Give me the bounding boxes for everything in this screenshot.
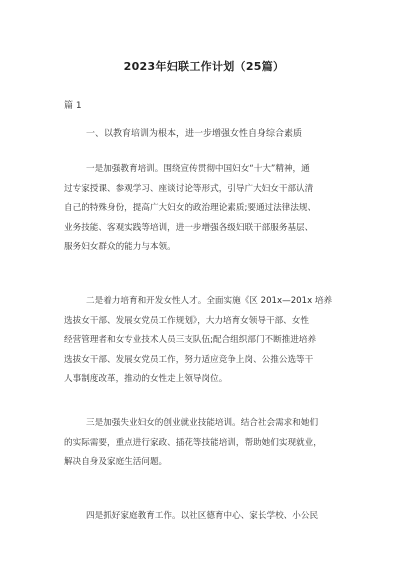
- paragraph-line: 服务妇女群众的能力与本领。: [64, 242, 176, 252]
- paragraph-4: [64, 507, 346, 527]
- section-heading: 一、以教育培训为根本，进一步增强女性自身综合素质: [86, 129, 303, 139]
- paragraph-line: 业务技能、客观实践等培训，进一步增强各级妇联干部服务基层、: [64, 222, 314, 233]
- paragraph-line: 一是加强教育培训。围绕宣传贯彻中国妇女“十大”精神，通: [86, 164, 310, 174]
- paragraph-1: [64, 160, 346, 258]
- paragraph-line: 四是抓好家庭教育工作。以社区德育中心、家长学校、小公民: [86, 511, 319, 521]
- document-title: 2023年妇联工作计划（25篇）: [123, 60, 285, 73]
- paragraph-line: 二是着力培育和开发女性人才。全面实施《区 201x—201x 培养: [86, 296, 333, 306]
- paragraph-line: 经营管理者和女专业技术人员三支队伍;配合组织部门不断推进培养: [64, 335, 317, 345]
- paragraph-line: 选拔女干部、发展女党员工作，努力适应竞争上岗、公推公选等干: [64, 354, 314, 365]
- section-label: 篇 1: [64, 101, 82, 111]
- paragraph-line: 人事制度改革，推动的女性走上领导岗位。: [64, 374, 228, 384]
- paragraph-3: [64, 414, 346, 473]
- paragraph-line: 自己的特殊身份，提高广大妇女的政治理论素质;要通过法律法规、: [64, 203, 317, 213]
- paragraph-line: 选拔女干部、发展女党员工作规划》，大力培育女领导干部、女性: [64, 315, 309, 326]
- paragraph-line: 解决自身及家庭生活问题。: [64, 457, 168, 467]
- paragraph-line: 的实际需要，重点进行家政、插花等技能培训，帮助她们实现就业，: [64, 437, 322, 448]
- paragraph-line: 三是加强失业妇女的创业就业技能培训。结合社会需求和她们: [86, 418, 319, 428]
- paragraph-line: 过专家授课、参观学习、座谈讨论等形式，引导广大妇女干部认清: [64, 183, 314, 194]
- paragraph-2: [64, 292, 346, 390]
